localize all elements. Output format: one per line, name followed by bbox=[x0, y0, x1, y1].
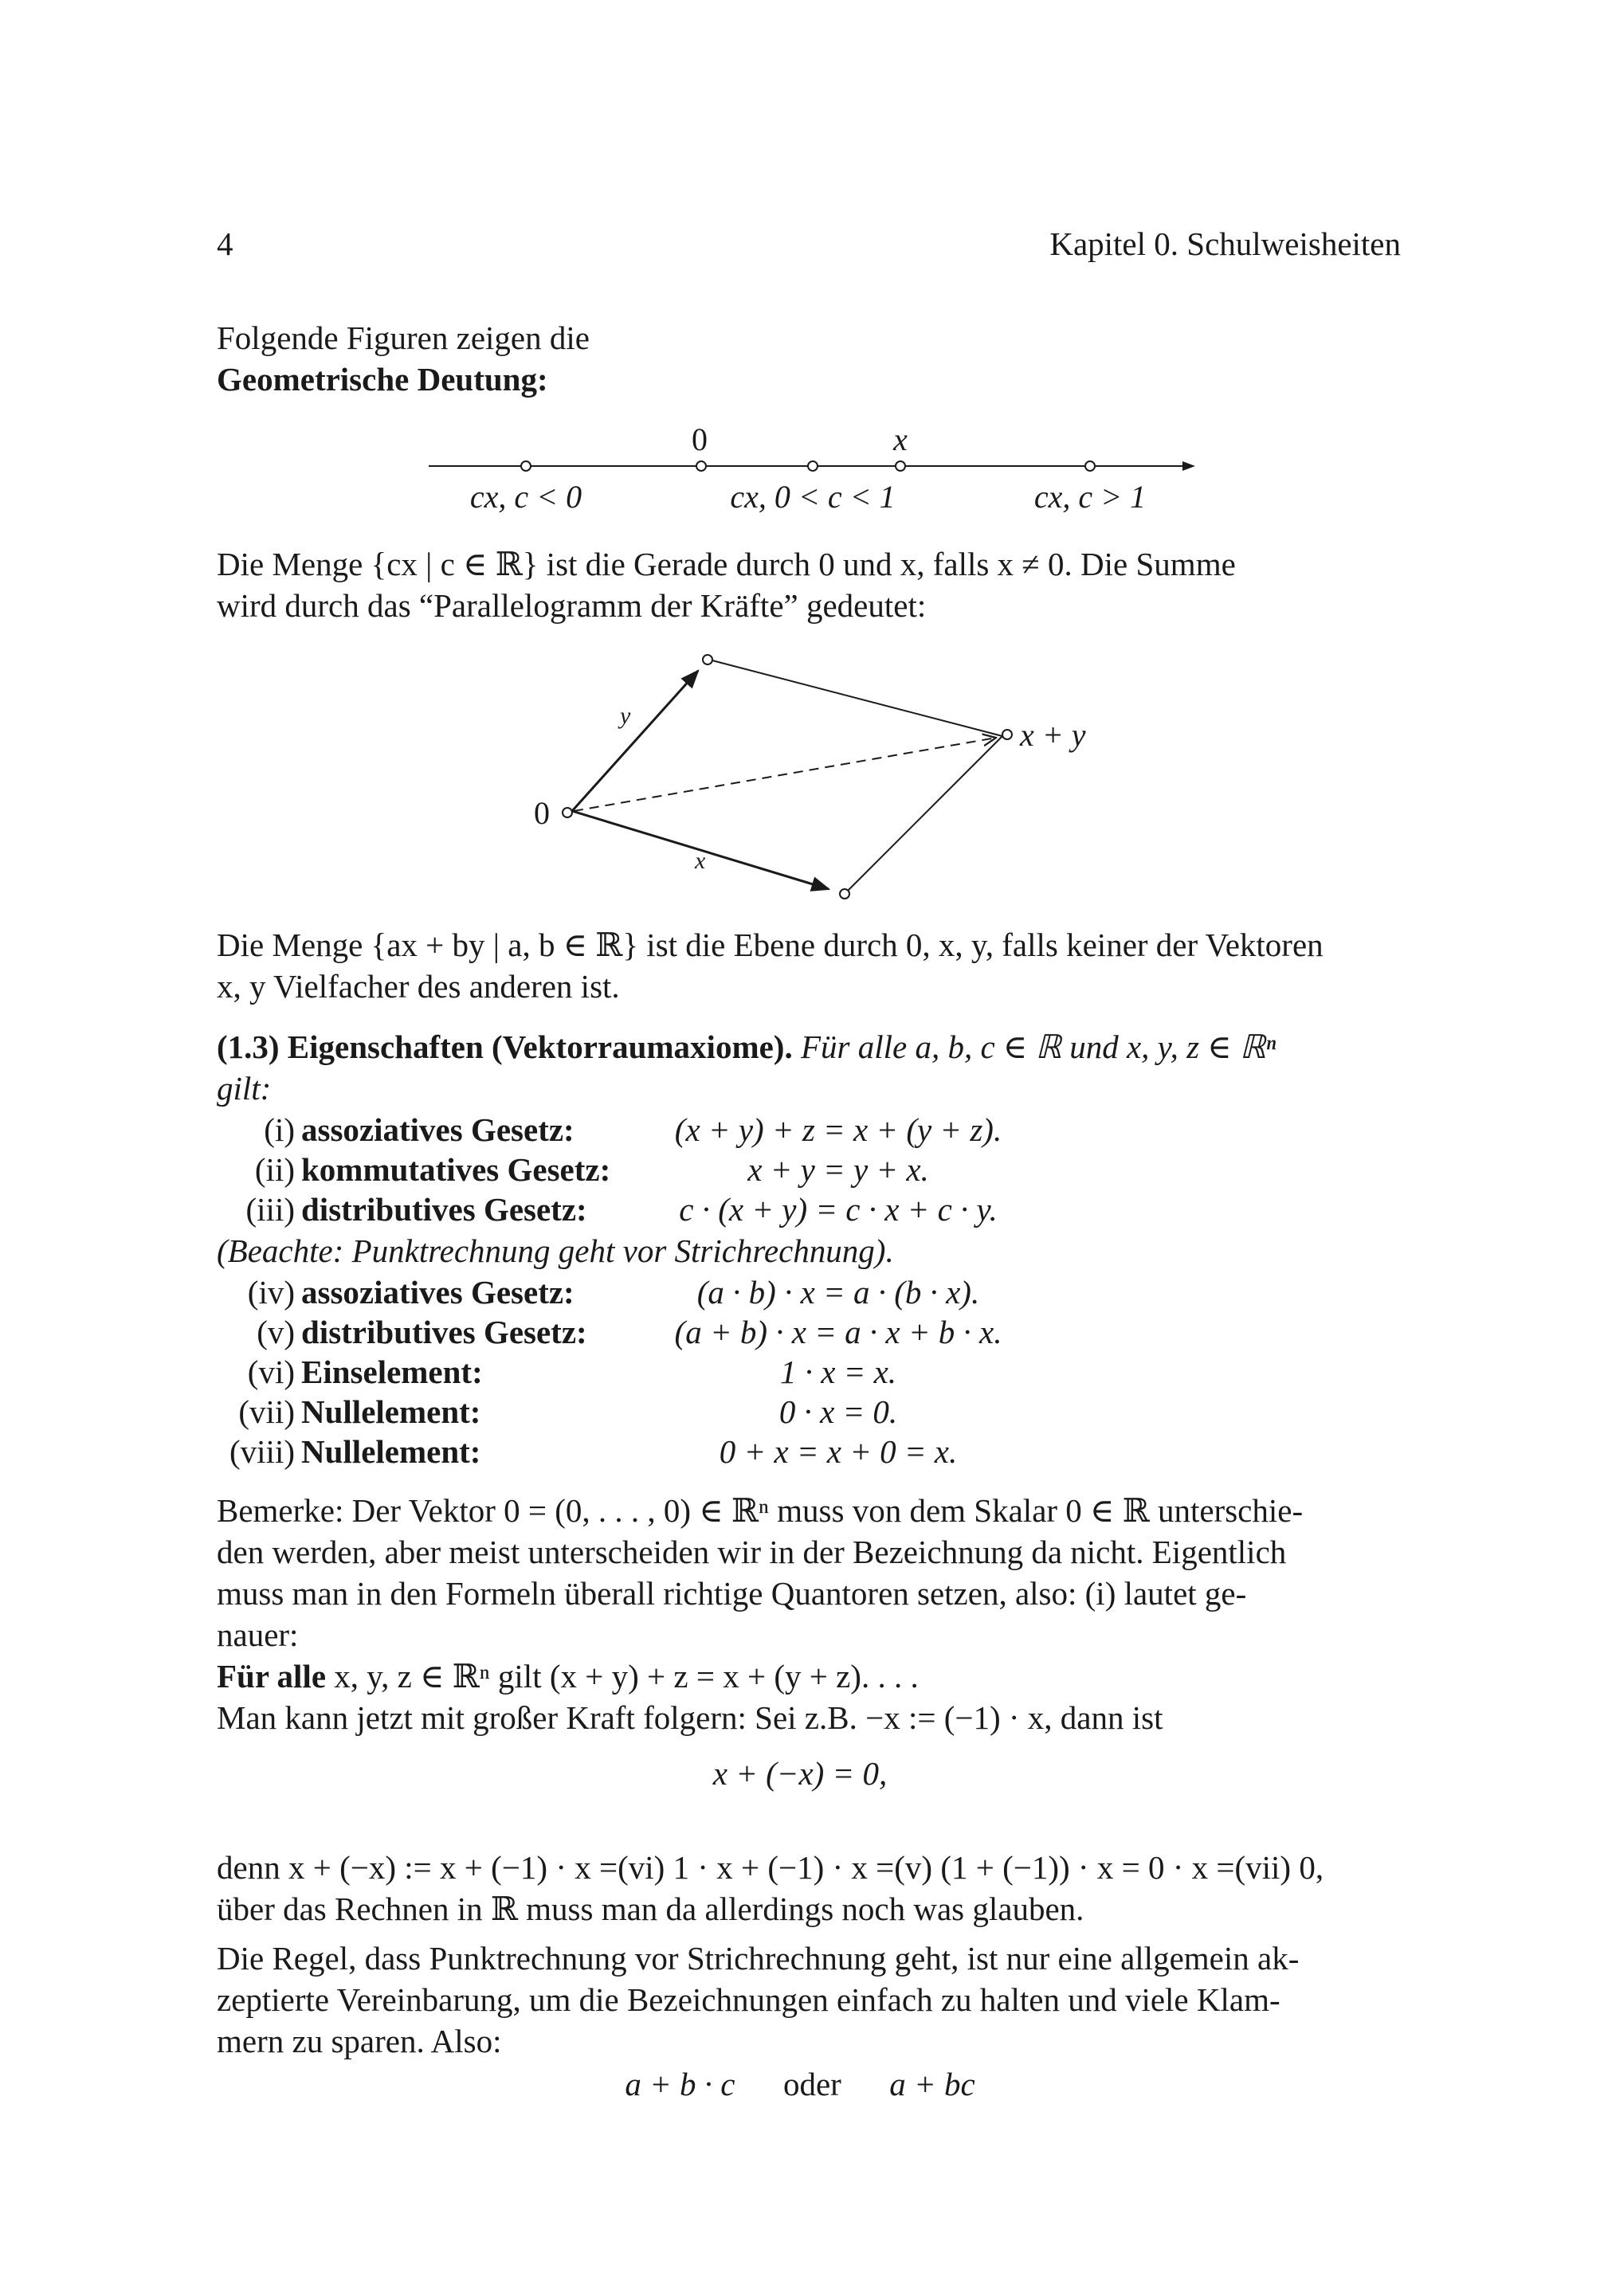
axiom-name: Nullelement: bbox=[301, 1393, 481, 1430]
point-y bbox=[703, 655, 712, 664]
remark-line-1: Bemerke: Der Vektor 0 = (0, . . . , 0) ∈ ℝⁿ muss von dem Skalar 0 ∈ ℝ unterschie- bbox=[217, 1492, 1304, 1529]
axiom-row bbox=[0, 1190, 1600, 1232]
axiom-formula: (x + y) + z = x + (y + z). bbox=[674, 1111, 1002, 1148]
axiom-number: (i) bbox=[264, 1111, 295, 1148]
label-y: y bbox=[620, 703, 631, 729]
label-neg: cx, c < 0 bbox=[469, 479, 582, 515]
point-big bbox=[1085, 461, 1095, 471]
axiom-row bbox=[0, 1150, 1600, 1192]
remark-line-7: denn x + (−x) := x + (−1) · x =(vi) 1 · x + (−1) · x =(v) (1 + (−1)) · x = 0 · x =(vii) 0, bbox=[217, 1849, 1324, 1886]
axiom-name: assoziatives Gesetz: bbox=[301, 1274, 575, 1311]
rule-paragraph bbox=[217, 1937, 1401, 2062]
paragraph-plane bbox=[217, 924, 1401, 1007]
point-x bbox=[896, 461, 905, 471]
edge-right bbox=[845, 736, 1002, 894]
axiom-row bbox=[0, 1273, 1600, 1315]
remark bbox=[217, 1490, 1401, 1738]
diagonal-sum bbox=[574, 738, 996, 811]
paragraph-line bbox=[217, 543, 1401, 626]
axiom-number: (iv) bbox=[247, 1274, 295, 1311]
display-rule-left: a + b · c bbox=[625, 2066, 735, 2102]
remark-quantified-formula: x, y, z ∈ ℝⁿ gilt (x + y) + z = x + (y + z). . . . bbox=[326, 1658, 919, 1695]
remark-line-6: Man kann jetzt mit großer Kraft folgern: Sei z.B. −x := (−1) · x, dann ist bbox=[217, 1699, 1163, 1736]
point-x bbox=[840, 889, 849, 899]
axiom-number: (iii) bbox=[245, 1191, 295, 1228]
axiom-row bbox=[0, 1353, 1600, 1394]
axiom-name: Einselement: bbox=[301, 1354, 483, 1390]
axiom-formula: (a · b) · x = a · (b · x). bbox=[696, 1274, 980, 1311]
axiom-row bbox=[0, 1111, 1600, 1152]
theorem-statement-end: gilt: bbox=[217, 1070, 272, 1107]
rule-line-1: Die Regel, dass Punktrechnung vor Strichrechnung geht, ist nur eine allgemein ak- bbox=[217, 1940, 1300, 1977]
label-x: x bbox=[695, 848, 706, 874]
display-rule-right: a + bc bbox=[889, 2066, 975, 2102]
axiom-row bbox=[0, 1393, 1600, 1434]
label-origin: 0 bbox=[534, 795, 550, 831]
number-line-figure bbox=[414, 418, 1211, 522]
label-x: x bbox=[893, 421, 908, 457]
vector-y bbox=[572, 671, 698, 811]
axiom-number: (viii) bbox=[229, 1433, 295, 1470]
label-mid: cx, 0 < c < 1 bbox=[730, 479, 896, 515]
axiom-number: (vi) bbox=[247, 1354, 295, 1390]
remark-line-8: über das Rechnen in ℝ muss man da allerdings noch was glauben. bbox=[217, 1890, 1084, 1927]
page-number: 4 bbox=[217, 225, 233, 262]
edge-top bbox=[709, 660, 1002, 736]
theorem-note: (Beachte: Punktrechnung geht vor Strichrechnung). bbox=[217, 1232, 894, 1269]
intro-line: Folgende Figuren zeigen die bbox=[217, 319, 590, 356]
axiom-name: kommutatives Gesetz: bbox=[301, 1151, 611, 1188]
label-zero: 0 bbox=[692, 421, 708, 457]
axiom-formula: (a + b) · x = a · x + b · x. bbox=[674, 1314, 1002, 1350]
axiom-number: (vii) bbox=[238, 1393, 295, 1430]
label-sum: x + y bbox=[1020, 717, 1086, 753]
axiom-formula: 0 · x = 0. bbox=[778, 1393, 898, 1430]
axiom-name: distributives Gesetz: bbox=[301, 1191, 587, 1228]
paragraph-line-1: Die Menge {cx | c ∈ ℝ} ist die Gerade durch 0 und x, falls x ≠ 0. Die Summe bbox=[217, 546, 1236, 582]
axiom-number: (v) bbox=[257, 1314, 295, 1350]
point-mid bbox=[808, 461, 818, 471]
remark-continued bbox=[217, 1847, 1401, 1930]
parallelogram-figure bbox=[510, 637, 1116, 908]
paragraph-line-2: wird durch das “Parallelogramm der Kräfte” gedeutet: bbox=[217, 587, 927, 624]
theorem-title: (1.3) Eigenschaften (Vektorraumaxiome). bbox=[217, 1028, 793, 1065]
axiom-formula: 0 + x = x + 0 = x. bbox=[719, 1433, 958, 1470]
point-origin bbox=[563, 808, 572, 817]
axiom-row bbox=[0, 1313, 1600, 1354]
point-sum bbox=[1002, 730, 1012, 739]
axiom-formula: 1 · x = x. bbox=[779, 1354, 897, 1390]
axiom-name: assoziatives Gesetz: bbox=[301, 1111, 575, 1148]
remark-line-3: muss man in den Formeln überall richtige Quantoren setzen, also: (i) lautet ge- bbox=[217, 1575, 1247, 1612]
axiom-name: distributives Gesetz: bbox=[301, 1314, 587, 1350]
remark-line-5 bbox=[217, 1655, 1401, 1697]
section-heading: Geometrische Deutung: bbox=[217, 361, 548, 398]
point-neg bbox=[521, 461, 531, 471]
axiom-formula: c · (x + y) = c · x + c · y. bbox=[679, 1191, 998, 1228]
axiom-name: Nullelement: bbox=[301, 1433, 481, 1470]
display-rule-mid: oder bbox=[782, 2066, 841, 2102]
theorem-header bbox=[217, 1028, 1401, 1066]
display-rule bbox=[0, 2065, 1600, 2103]
label-big: cx, c > 1 bbox=[1033, 479, 1147, 515]
paragraph-plane-1: Die Menge {ax + by | a, b ∈ ℝ} ist die Ebene durch 0, x, y, falls keiner der Vektoren bbox=[217, 927, 1324, 963]
number-line-arrowhead bbox=[1182, 461, 1195, 471]
axiom-row bbox=[0, 1432, 1600, 1474]
axiom-number: (ii) bbox=[254, 1151, 295, 1188]
paragraph-plane-2: x, y Vielfacher des anderen ist. bbox=[217, 968, 620, 1005]
remark-line-4: nauer: bbox=[217, 1616, 299, 1653]
remark-line-2: den werden, aber meist unterscheiden wir in der Bezeichnung da nicht. Eigentlich bbox=[217, 1534, 1287, 1570]
remark-quantifier: Für alle bbox=[217, 1658, 327, 1695]
rule-line-2: zeptierte Vereinbarung, um die Bezeichnungen einfach zu halten und viele Klam- bbox=[217, 1981, 1280, 2018]
running-title: Kapitel 0. Schulweisheiten bbox=[1049, 225, 1401, 262]
display-equation-inverse: x + (−x) = 0, bbox=[712, 1755, 888, 1792]
rule-line-3: mern zu sparen. Also: bbox=[217, 2023, 502, 2059]
theorem-statement: Für alle a, b, c ∈ ℝ und x, y, z ∈ ℝⁿ bbox=[800, 1028, 1276, 1065]
point-zero bbox=[696, 461, 706, 471]
axiom-formula: x + y = y + x. bbox=[747, 1151, 929, 1188]
